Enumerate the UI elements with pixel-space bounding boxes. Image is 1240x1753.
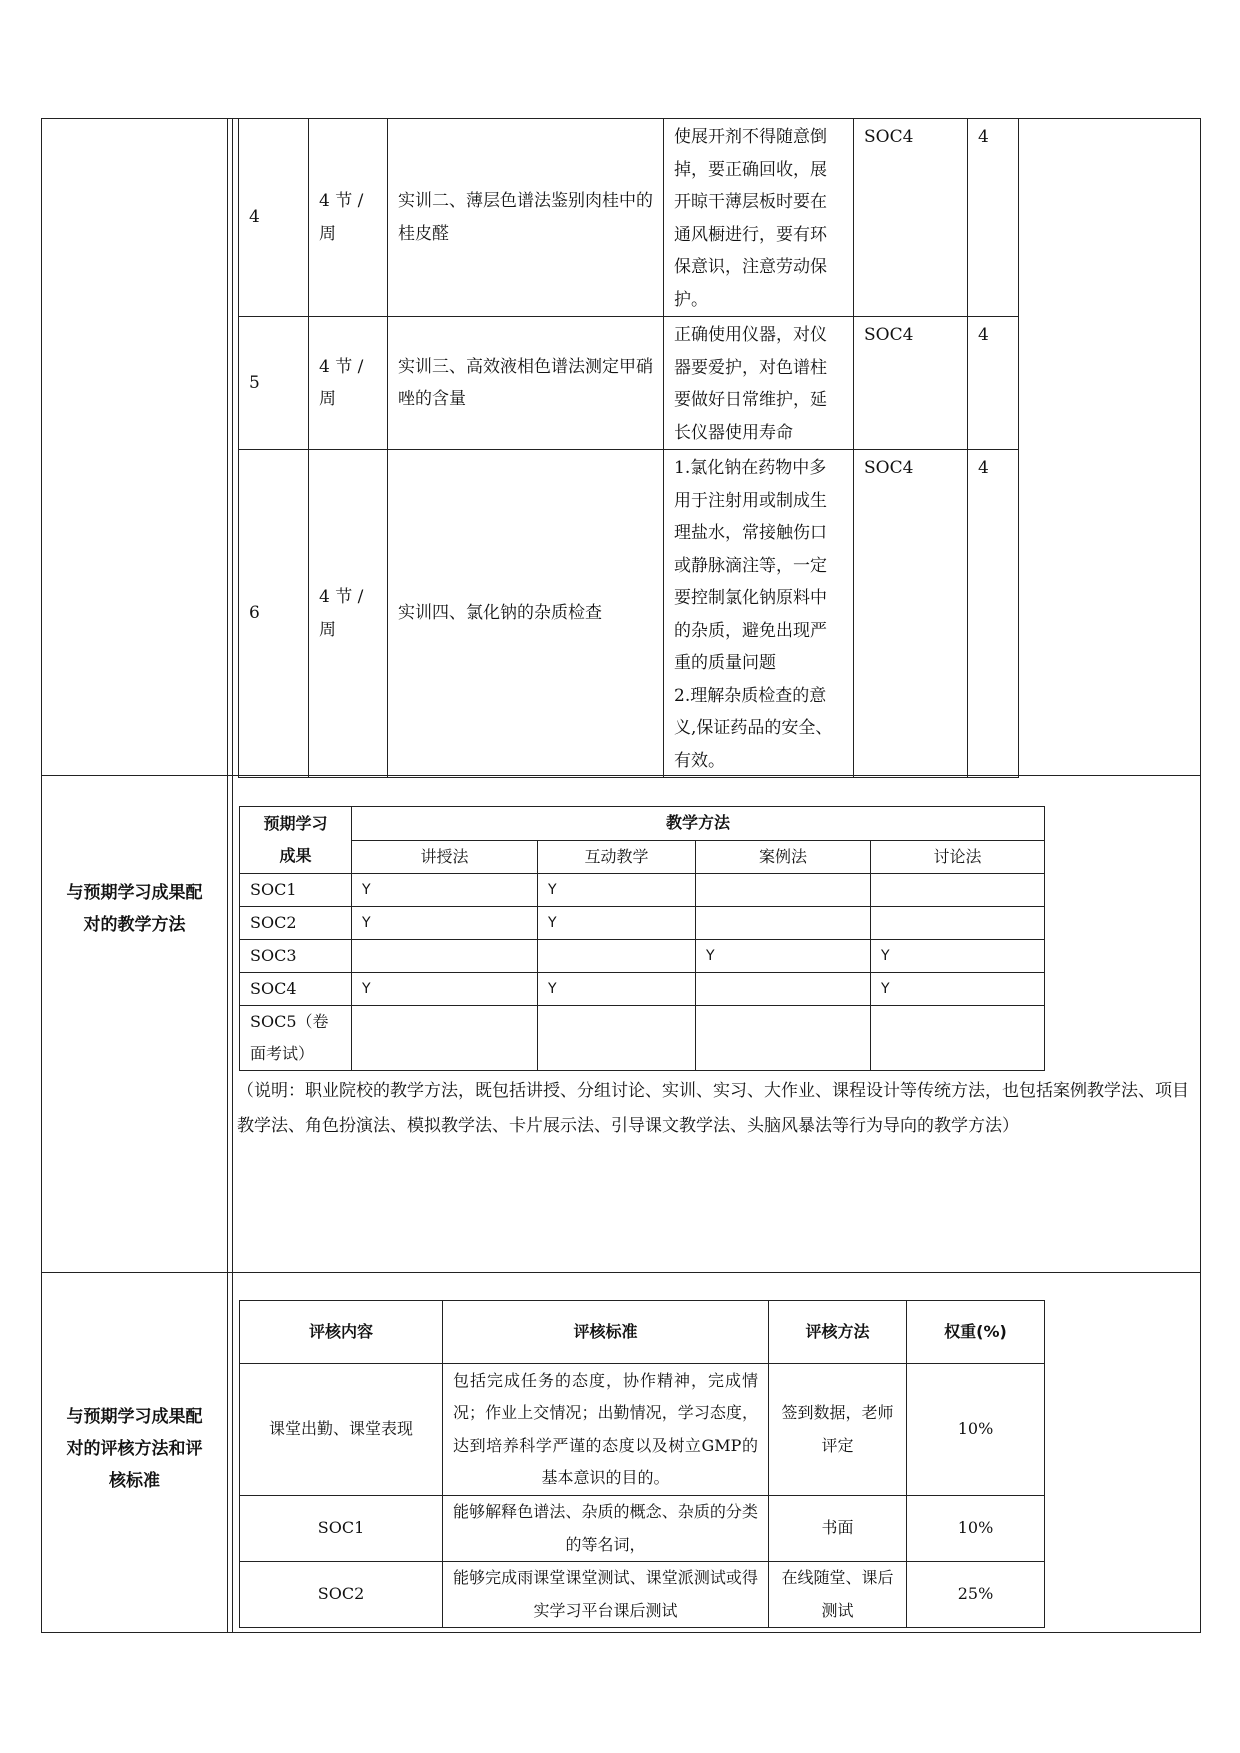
exp-count: 4 (968, 119, 1019, 317)
assess-weight: 10% (907, 1496, 1045, 1562)
exp-count: 4 (968, 317, 1019, 450)
column-divider (227, 119, 228, 1632)
experiments-table (238, 118, 1019, 778)
table-row (239, 317, 1019, 450)
assess-content: SOC1 (240, 1496, 443, 1562)
header-weight: 权重(%) (907, 1301, 1045, 1364)
table-row (240, 1496, 1045, 1562)
assess-method: 在线随堂、课后测试 (769, 1562, 907, 1628)
assess-method: 书面 (769, 1496, 907, 1562)
mark-cell (696, 906, 871, 939)
outcome-cell: SOC2 (240, 906, 352, 939)
assess-standard: 能够完成雨课堂课堂测试、课堂派测试或得实学习平台课后测试 (443, 1562, 769, 1628)
mark-cell: Y (352, 972, 538, 1005)
outcome-cell: SOC3 (240, 939, 352, 972)
table-row (240, 906, 1045, 939)
table-row (240, 939, 1045, 972)
table-row (240, 1562, 1045, 1628)
exp-ideology: 正确使用仪器，对仪 器要爱护，对色谱柱 要做好日常维护，延 长仪器使用寿命 (664, 317, 854, 450)
mark-cell: Y (538, 972, 696, 1005)
mark-cell (871, 906, 1045, 939)
table-row (240, 873, 1045, 906)
method-discussion: 讨论法 (871, 840, 1045, 873)
mark-cell: Y (538, 906, 696, 939)
mark-cell: Y (352, 906, 538, 939)
header-outcome: 预期学习 成果 (240, 807, 352, 874)
exp-soc: SOC4 (854, 317, 968, 450)
exp-hours: 4 节 / 周 (309, 119, 388, 317)
exp-title: 实训三、高效液相色谱法测定甲硝唑的含量 (388, 317, 664, 450)
exp-hours: 4 节 / 周 (309, 317, 388, 450)
table-row (239, 119, 1019, 317)
outcome-cell: SOC4 (240, 972, 352, 1005)
header-standard: 评核标准 (443, 1301, 769, 1364)
mark-cell (871, 873, 1045, 906)
assessment-table (239, 1300, 1045, 1628)
mark-cell (696, 1005, 871, 1070)
table-row (240, 1005, 1045, 1070)
exp-title: 实训二、薄层色谱法鉴别肉桂中的桂皮醛 (388, 119, 664, 317)
exp-no: 5 (239, 317, 309, 450)
methods-note: （说明：职业院校的教学方法，既包括讲授、分组讨论、实训、实习、大作业、课程设计等传统方法，也包括案例教学法、项目教学法、角色扮演法、模拟教学法、卡片展示法、引导课文教学法、头脑风暴法等行为导向的教学方法） (237, 1081, 1189, 1136)
teaching-methods-table (239, 806, 1045, 1071)
assess-standard: 包括完成任务的态度，协作精神，完成情况；作业上交情况；出勤情况，学习态度，达到培养科学严谨的态度以及树立GMP的基本意识的目的。 (443, 1364, 769, 1496)
method-lecture: 讲授法 (352, 840, 538, 873)
table-header-row (240, 1301, 1045, 1364)
method-case: 案例法 (696, 840, 871, 873)
exp-no: 6 (239, 450, 309, 778)
mark-cell (871, 1005, 1045, 1070)
table-header-row (240, 807, 1045, 841)
mark-cell (696, 873, 871, 906)
mark-cell (696, 972, 871, 1005)
assessment-section-label: 与预期学习成果配 对的评核方法和评 核标准 (66, 1407, 203, 1491)
column-divider-inner (232, 119, 233, 1632)
exp-no: 4 (239, 119, 309, 317)
table-header-row (240, 840, 1045, 873)
mark-cell: Y (696, 939, 871, 972)
assess-weight: 25% (907, 1562, 1045, 1628)
outcome-cell: SOC5（卷面考试） (240, 1005, 352, 1070)
mark-cell: Y (871, 972, 1045, 1005)
table-row (239, 450, 1019, 778)
assess-content: 课堂出勤、课堂表现 (240, 1364, 443, 1496)
exp-hours: 4 节 / 周 (309, 450, 388, 778)
exp-soc: SOC4 (854, 450, 968, 778)
mark-cell (352, 1005, 538, 1070)
method-interactive: 互动教学 (538, 840, 696, 873)
header-methods: 教学方法 (352, 807, 1045, 841)
table-row (240, 1364, 1045, 1496)
table-row (240, 972, 1045, 1005)
mark-cell (538, 1005, 696, 1070)
assess-content: SOC2 (240, 1562, 443, 1628)
mark-cell: Y (538, 873, 696, 906)
mark-cell: Y (352, 873, 538, 906)
header-method: 评核方法 (769, 1301, 907, 1364)
exp-title: 实训四、氯化钠的杂质检查 (388, 450, 664, 778)
exp-ideology: 使展开剂不得随意倒 掉，要正确回收，展 开晾干薄层板时要在 通风橱进行，要有环 保意识，注意劳动保 护。 (664, 119, 854, 317)
exp-count: 4 (968, 450, 1019, 778)
exp-ideology: 1.氯化钠在药物中多 用于注射用或制成生 理盐水，常接触伤口 或静脉滴注等，一定 要控制氯化钠原料中 的杂质，避免出现严 重的质量问题 2.理解杂质检查的意 义,保证药品的安全、 有效。 (664, 450, 854, 778)
exp-soc: SOC4 (854, 119, 968, 317)
mark-cell (538, 939, 696, 972)
row-divider (42, 1272, 1200, 1273)
assess-method: 签到数据，老师评定 (769, 1364, 907, 1496)
outcome-cell: SOC1 (240, 873, 352, 906)
mark-cell (352, 939, 538, 972)
assess-weight: 10% (907, 1364, 1045, 1496)
header-content: 评核内容 (240, 1301, 443, 1364)
assess-standard: 能够解释色谱法、杂质的概念、杂质的分类的等名词， (443, 1496, 769, 1562)
mark-cell: Y (871, 939, 1045, 972)
methods-section-label: 与预期学习成果配 对的教学方法 (66, 883, 203, 935)
